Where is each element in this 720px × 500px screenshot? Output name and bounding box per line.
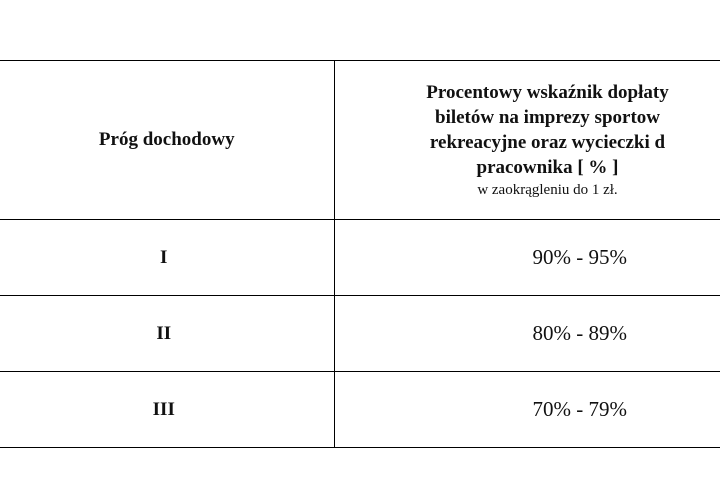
header-line: biletów na imprezy sportow [435, 107, 660, 128]
table-header-row [0, 61, 720, 220]
header-subsidy-text [335, 80, 720, 200]
table-row [0, 372, 720, 448]
header-income-threshold: Próg dochodowy [0, 61, 334, 220]
header-line: Procentowy wskaźnik dopłaty [426, 82, 669, 103]
threshold-level-cell: III [0, 372, 334, 448]
threshold-level-cell: II [0, 296, 334, 372]
percentage-range-cell: 70% - 79% [334, 372, 720, 448]
header-line: pracownika [ % ] [476, 157, 619, 178]
table-row [0, 220, 720, 296]
threshold-level-cell: I [0, 220, 334, 296]
subsidy-table-container [0, 60, 720, 448]
header-subsidy-percentage [334, 61, 720, 220]
subsidy-table [0, 60, 720, 448]
percentage-range-cell: 90% - 95% [334, 220, 720, 296]
table-row [0, 296, 720, 372]
header-line: rekreacyjne oraz wycieczki d [429, 132, 666, 153]
header-rounding-note: w zaokrągleniu do 1 zł. [477, 182, 618, 198]
percentage-range-cell: 80% - 89% [334, 296, 720, 372]
